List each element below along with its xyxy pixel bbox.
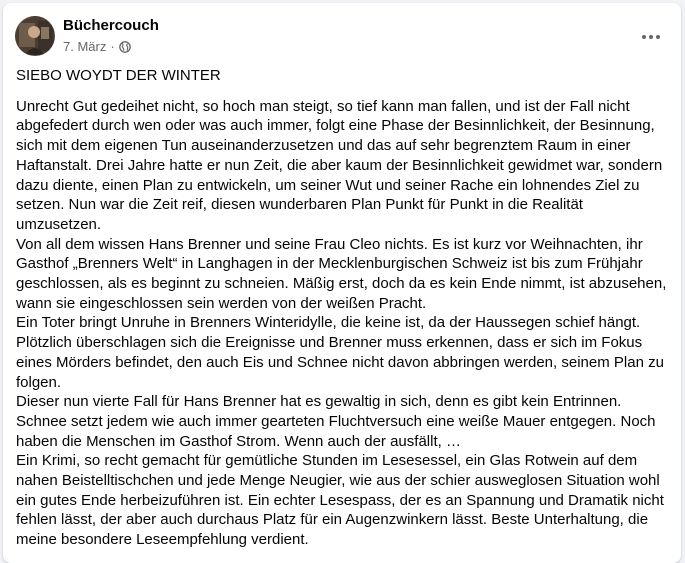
post-paragraph: Dieser nun vierte Fall für Hans Brenner hat es gewaltig in sich, denn es gibt kein Entrinnen. Schnee setzt jedem wie auch immer gearteten Fluchtversuch eine weiße Mauer entgegen. Noch haben die Menschen im Gasthof Strom. Wenn auch der ausfällt, … <box>16 393 656 450</box>
more-options-button[interactable] <box>633 19 669 55</box>
post-header <box>3 3 681 65</box>
post-text <box>16 66 671 550</box>
post-meta <box>63 39 131 54</box>
meta-separator: · <box>110 39 115 54</box>
avatar-image <box>16 17 55 56</box>
avatar[interactable] <box>15 16 55 56</box>
page-name[interactable]: Büchercouch <box>63 17 159 34</box>
post-paragraph: Unrecht Gut gedeihet nicht, so hoch man steigt, so tief kann man fallen, und ist der Fall nicht abgefedert durch wen oder was auch immer, folgt eine Phase der Besinnlichkeit, der Besinnung, sich mit dem eigenen Tun auseinanderzusetzen und das auf sehr begrenztem Raum in einer Haftanstalt. Drei Jahre hatte er nun Zeit, die aber kaum der Besinnlichkeit gewidmet war, sondern dazu diente, einen Plan zu entwickeln, um seiner Wut und seiner Rache ein lohnendes Ziel zu setzen. Nun war die Zeit reif, diesen wunderbaren Plan Punkt für Punkt in die Realität umzusetzen. <box>16 97 663 233</box>
post-paragraph: Ein Toter bringt Unruhe in Brenners Winteridylle, die keine ist, da der Haussegen schief hängt. Plötzlich überschlagen sich die Ereignisse und Brenner muss erkennen, dass er sich im Fokus eines Mörders befindet, den auch Eis und Schnee nicht davon abbringen werden, seinem Plan zu folgen. <box>16 314 664 391</box>
post-title: SIEBO WOYDT DER WINTER <box>16 67 221 84</box>
globe-icon <box>119 41 131 53</box>
post-paragraph: Von all dem wissen Hans Brenner und seine Frau Cleo nichts. Es ist kurz vor Weihnachten, ihr Gasthof „Brenners Welt“ in Langhagen in der Mecklenburgischen Schweiz ist bis zum Frühjahr geschlossen, als es beginnt zu schneien. Mäßig erst, doch da es kein Ende nimmt, ist abzusehen, wann sie eingeschlossen sein werden von der weißen Pracht. <box>16 235 667 312</box>
post-card <box>3 3 681 563</box>
post-date[interactable]: 7. März <box>63 39 107 54</box>
more-options-icon <box>641 34 661 40</box>
post-paragraph: Ein Krimi, so recht gemacht für gemütliche Stunden im Lesesessel, ein Glas Rotwein auf dem nahen Beistelltischchen und jede Menge Neugier, wie aus der schier ausweglosen Situation wohl ein gutes Ende herbeizuführen ist. Ein echter Lesespass, der es an Spannung und Dramatik nicht fehlen lässt, der aber auch durchaus Platz für ein Augenzwinkern lässt. Beste Unterhaltung, die meine besondere Leseempfehlung verdient. <box>16 452 664 549</box>
